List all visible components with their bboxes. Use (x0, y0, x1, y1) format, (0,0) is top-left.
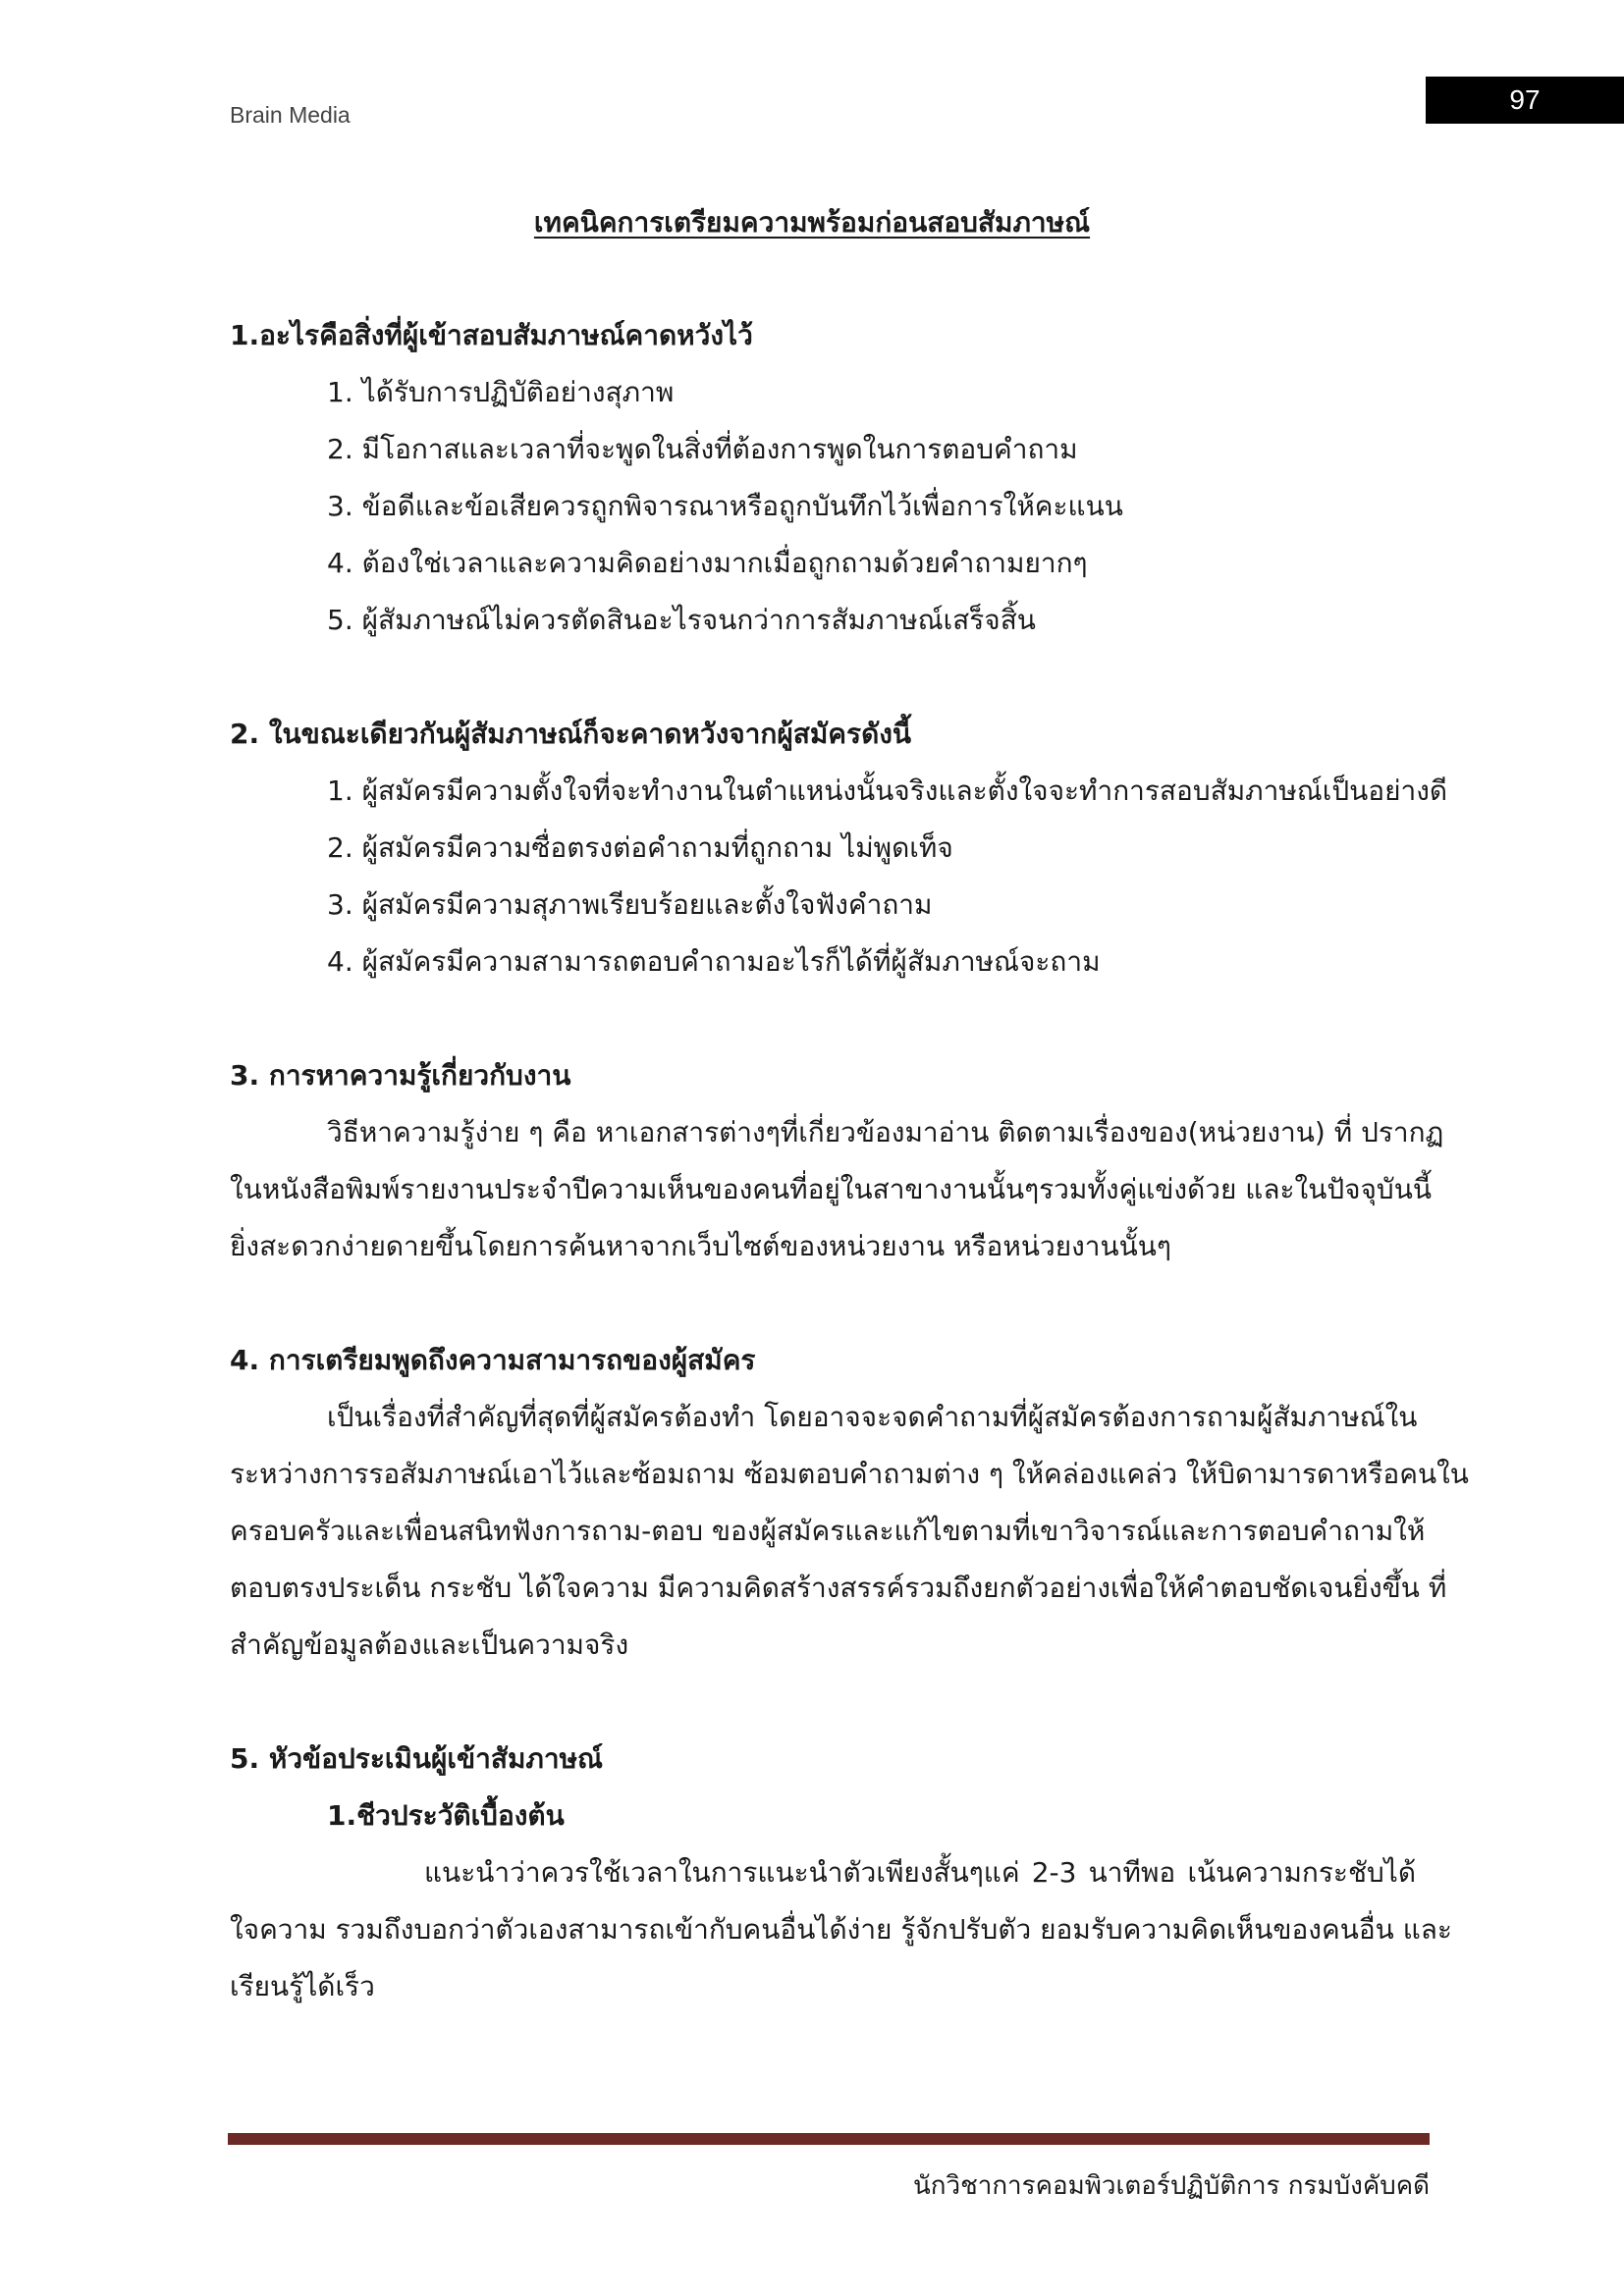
footer-rule (228, 2133, 1430, 2145)
footer-text: นักวิชาการคอมพิวเตอร์ปฏิบัติการ กรมบังคับคดี (912, 2171, 1430, 2201)
list-item: 3. ข้อดีและข้อเสียควรถูกพิจารณาหรือถูกบันทึกไว้เพื่อการให้คะแนน (327, 490, 1123, 522)
list-item: 1. ผู้สมัครมีความตั้งใจที่จะทำงานในตำแหน่งนั้นจริงและตั้งใจจะทำการสอบสัมภาษณ์เป็นอย่างดี (327, 774, 1448, 807)
paragraph-line: เป็นเรื่องที่สำคัญที่สุดที่ผู้สมัครต้องทำ โดยอาจจะจดคำถามที่ผู้สมัครต้องการถามผู้สัมภาษณ์ใน (327, 1401, 1418, 1433)
brand-name: Brain Media (230, 102, 351, 128)
paragraph-line: สำคัญข้อมูลต้องและเป็นความจริง (230, 1629, 629, 1661)
list-item: 5. ผู้สัมภาษณ์ไม่ควรตัดสินอะไรจนกว่าการสัมภาษณ์เสร็จสิ้น (327, 604, 1036, 636)
paragraph-line: วิธีหาความรู้ง่าย ๆ คือ หาเอกสารต่างๆที่เกี่ยวข้องมาอ่าน ติดตามเรื่องของ(หน่วยงาน) ที่ ปรากฏ (327, 1116, 1444, 1148)
list-item: 3. ผู้สมัครมีความสุภาพเรียบร้อยและตั้งใจฟังคำถาม (327, 888, 933, 921)
paragraph-line: เรียนรู้ได้เร็ว (230, 1970, 375, 2002)
list-item: 4. ผู้สมัครมีความสามารถตอบคำถามอะไรก็ได้ที่ผู้สัมภาษณ์จะถาม (327, 945, 1101, 978)
paragraph-line: ในหนังสือพิมพ์รายงานประจำปีความเห็นของคนที่อยู่ในสาขางานนั้นๆรวมทั้งคู่แข่งด้วย และในปัจจุบันนี้ (230, 1173, 1432, 1205)
section-2-heading: 2. ในขณะเดียวกันผู้สัมภาษณ์ก็จะคาดหวังจากผู้สมัครดังนี้ (230, 718, 912, 750)
section-5-subheading: 1.ชีวประวัติเบื้องต้น (327, 1799, 565, 1832)
section-1-heading: 1.อะไรคือสิ่งที่ผู้เข้าสอบสัมภาษณ์คาดหวังไว้ (230, 319, 753, 351)
paragraph-line: แนะนำว่าควรใช้เวลาในการแนะนำตัวเพียงสั้นๆแค่ 2-3 นาทีพอ เน้นความกระชับได้ (424, 1856, 1416, 1889)
paragraph-line: ระหว่างการรอสัมภาษณ์เอาไว้และซ้อมถาม ซ้อมตอบคำถามต่าง ๆ ให้คล่องแคล่ว ให้บิดามารดาหรือคนใน (230, 1458, 1469, 1490)
paragraph-line: ยิ่งสะดวกง่ายดายขึ้นโดยการค้นหาจากเว็บไซต์ของหน่วยงาน หรือหน่วยงานนั้นๆ (230, 1230, 1171, 1262)
document-title: เทคนิคการเตรียมความพร้อมก่อนสอบสัมภาษณ์ (533, 206, 1091, 239)
list-item: 1. ได้รับการปฏิบัติอย่างสุภาพ (327, 376, 675, 408)
section-3-heading: 3. การหาความรู้เกี่ยวกับงาน (230, 1059, 571, 1092)
page-number-badge: 97 (1426, 77, 1624, 124)
list-item: 4. ต้องใช่เวลาและความคิดอย่างมากเมื่อถูกถามด้วยคำถามยากๆ (327, 547, 1088, 579)
paragraph-line: ครอบครัวและเพื่อนสนิทฟังการถาม-ตอบ ของผู้สมัครและแก้ไขตามที่เขาวิจารณ์และการตอบคำถามให้ (230, 1515, 1426, 1547)
paragraph-line: ใจความ รวมถึงบอกว่าตัวเองสามารถเข้ากับคนอื่นได้ง่าย รู้จักปรับตัว ยอมรับความคิดเห็นของคนอื่น และ (230, 1913, 1452, 1946)
section-4-heading: 4. การเตรียมพูดถึงความสามารถของผู้สมัคร (230, 1344, 756, 1376)
list-item: 2. มีโอกาสและเวลาที่จะพูดในสิ่งที่ต้องการพูดในการตอบคำถาม (327, 433, 1078, 465)
paragraph-line: ตอบตรงประเด็น กระชับ ได้ใจความ มีความคิดสร้างสรรค์รวมถึงยกตัวอย่างเพื่อให้คำตอบชัดเจนยิ่งขึ้น ที่ (230, 1572, 1447, 1604)
list-item: 2. ผู้สมัครมีความซื่อตรงต่อคำถามที่ถูกถาม ไม่พูดเท็จ (327, 831, 953, 864)
section-5-heading: 5. หัวข้อประเมินผู้เข้าสัมภาษณ์ (230, 1742, 604, 1775)
